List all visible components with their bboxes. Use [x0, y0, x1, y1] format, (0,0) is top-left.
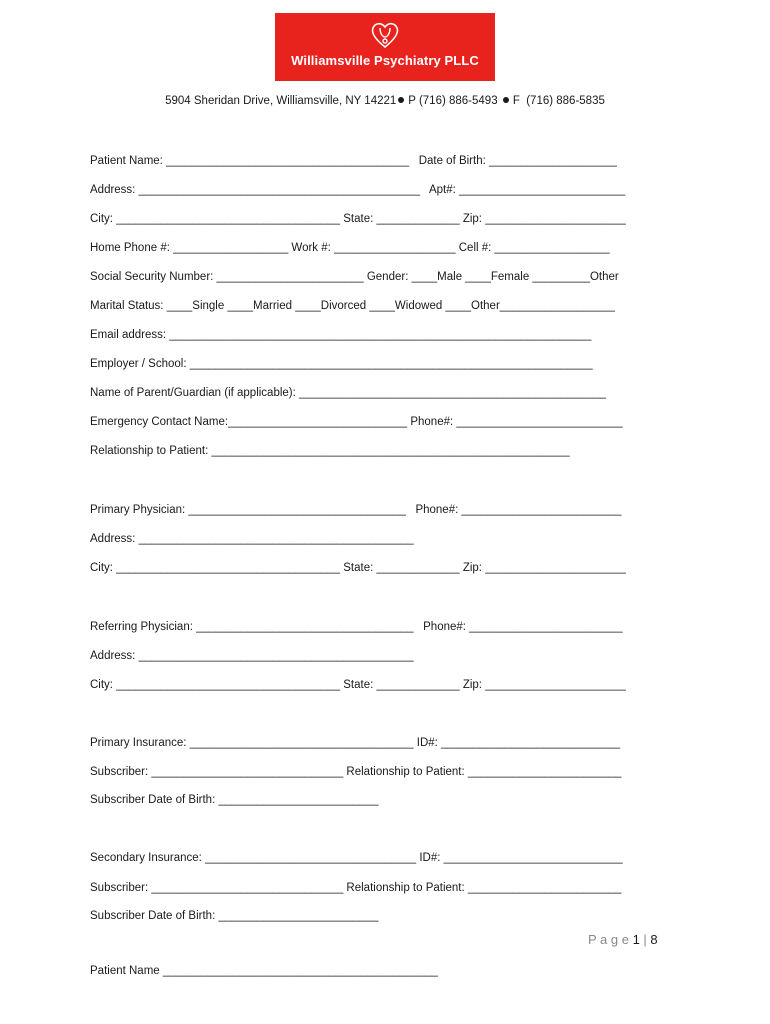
bullet-icon	[398, 97, 404, 103]
heart-stethoscope-icon	[369, 19, 401, 51]
primary-physician-city-line[interactable]: City: ___________________________________ State: _____________ Zip: ______________________	[90, 562, 626, 574]
practice-contact-line	[0, 95, 770, 107]
footer-patient-name-line[interactable]: Patient Name ___________________________________________	[90, 965, 438, 977]
practice-phone: P (716) 886-5493	[408, 95, 498, 107]
secondary-subscriber-dob-line[interactable]: Subscriber Date of Birth: _________________________	[90, 910, 379, 922]
primary-physician-address-line[interactable]: Address: ___________________________________________	[90, 533, 414, 545]
referring-physician-city-line[interactable]: City: ___________________________________ State: _____________ Zip: ______________________	[90, 679, 626, 691]
practice-name: Williamsville Psychiatry PLLC	[291, 53, 479, 68]
page-number	[588, 932, 658, 947]
email-line[interactable]: Email address: __________________________________________________________________	[90, 329, 592, 341]
practice-address: 5904 Sheridan Drive, Williamsville, NY 14221	[165, 95, 397, 107]
emergency-contact-line[interactable]: Emergency Contact Name:____________________________ Phone#: __________________________	[90, 416, 623, 428]
page-label: P a g e	[588, 932, 633, 947]
relationship-line[interactable]: Relationship to Patient: ________________________________________________________	[90, 445, 570, 457]
practice-fax: F (716) 886-5835	[512, 95, 605, 107]
patient-name-dob-line[interactable]: Patient Name: ______________________________________ Date of Birth: ____________________	[90, 155, 617, 167]
page-total: 8	[650, 932, 658, 947]
ssn-gender-line[interactable]: Social Security Number: _______________________ Gender: ____Male ____Female _________Other	[90, 271, 619, 283]
page-current: 1	[632, 932, 640, 947]
secondary-subscriber-line[interactable]: Subscriber: ______________________________ Relationship to Patient: ________________________	[90, 882, 622, 894]
referring-physician-address-line[interactable]: Address: ___________________________________________	[90, 650, 414, 662]
primary-physician-line[interactable]: Primary Physician: __________________________________ Phone#: _________________________	[90, 504, 622, 516]
address-apt-line[interactable]: Address: ____________________________________________ Apt#: __________________________	[90, 184, 626, 196]
primary-insurance-line[interactable]: Primary Insurance: ___________________________________ ID#: ____________________________	[90, 737, 621, 749]
phone-numbers-line[interactable]: Home Phone #: __________________ Work #: ___________________ Cell #: __________________	[90, 242, 610, 254]
primary-subscriber-dob-line[interactable]: Subscriber Date of Birth: _________________________	[90, 794, 379, 806]
city-state-zip-line[interactable]: City: ___________________________________ State: _____________ Zip: ______________________	[90, 213, 626, 225]
marital-status-line[interactable]: Marital Status: ____Single ____Married ____Divorced ____Widowed ____Other__________________	[90, 300, 615, 312]
primary-subscriber-line[interactable]: Subscriber: ______________________________ Relationship to Patient: ________________________	[90, 766, 622, 778]
referring-physician-line[interactable]: Referring Physician: __________________________________ Phone#: ________________________	[90, 621, 623, 633]
employer-school-line[interactable]: Employer / School: _______________________________________________________________	[90, 358, 593, 370]
practice-logo	[275, 13, 495, 81]
secondary-insurance-line[interactable]: Secondary Insurance: _________________________________ ID#: ____________________________	[90, 852, 623, 864]
page-separator: |	[639, 932, 651, 947]
bullet-icon	[503, 97, 509, 103]
parent-guardian-line[interactable]: Name of Parent/Guardian (if applicable): ________________________________________________	[90, 387, 607, 399]
